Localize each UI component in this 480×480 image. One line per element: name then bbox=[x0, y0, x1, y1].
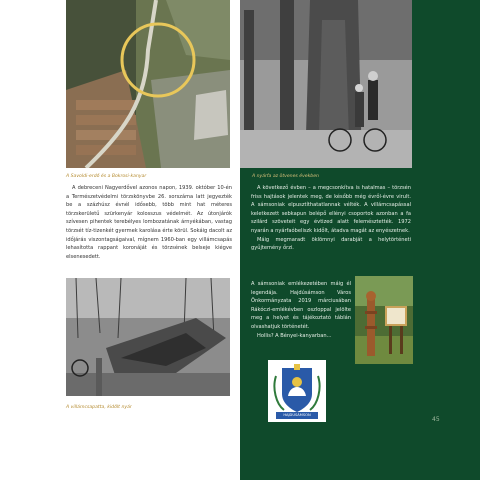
memorial-post-photo bbox=[355, 276, 413, 364]
paragraph: A sámsoniak emlékezetében máig él legendája. Hajdúsámson Város Önkormányzata 2019 márciusában Rákóczi-emlékévben oszloppal jelölte meg a helyet és tájékoztató táblán olvashatjuk történetét. bbox=[251, 281, 351, 330]
logo-text: HAJDÚSÁMSON bbox=[283, 413, 311, 417]
caption-historic-tree: A nyárfa az ötvenes években bbox=[252, 174, 319, 179]
page-number: 45 bbox=[432, 416, 440, 423]
right-body-text-2 bbox=[251, 280, 351, 340]
aerial-photo bbox=[66, 0, 230, 168]
caption-aerial: A Savoldi-erdő és a Bokrosi-kanyar bbox=[66, 174, 147, 179]
paragraph: A következő évben – a megcsonkítva is hatalmas – törzsén friss hajtások jelentek meg, de később még évről-évre virult. A sámsoniak elpusztíthatatlannak vélték. A villámcsapással keletkezett sebkapun belépő ellényi csoportok azonban a fa szilárd szöveteit egy évtized alatt felemésztették. 1972 nyarán a nyárfaóbeliszk kidőlt, átadva magát az enyészetnek. bbox=[251, 185, 411, 234]
right-body-text bbox=[251, 184, 411, 253]
left-body-text bbox=[66, 184, 232, 261]
paragraph: Hollis? A Bényei-kanyarban… bbox=[257, 332, 332, 339]
paragraph: Máig megmaradt öklömnyi darabját a helytörténeti gyűjtemény őrzi. bbox=[251, 236, 411, 252]
coat-of-arms-logo bbox=[268, 360, 326, 422]
historic-tree-photo bbox=[240, 0, 412, 168]
fallen-tree-photo bbox=[66, 278, 230, 396]
caption-fallen-tree: A villámcsapatta, kidőlt nyár bbox=[66, 405, 132, 410]
paragraph: A debreceni Nagyerdővel azonos napon, 1939. október 10-én a Természetvédelmi törzskönyvbe 26. sorszáma latt jegyezték be a százhúsz évnél idősebb, több mint hat méteres törzskerületű szürkenyár kolosszus védelmét. Az útonjárók szívesen pihentek terebélyes lombozatának árnyékában, vastag törzsét tíz-tizenkét gyermek karolása érte körül. Sokáig dacolt az időjárás viszontagságaival, mígnem 1960-ban egy villámcsapás lehasította rappant koronáját és törzsének belseje kiégve elsenesedett. bbox=[66, 185, 232, 260]
